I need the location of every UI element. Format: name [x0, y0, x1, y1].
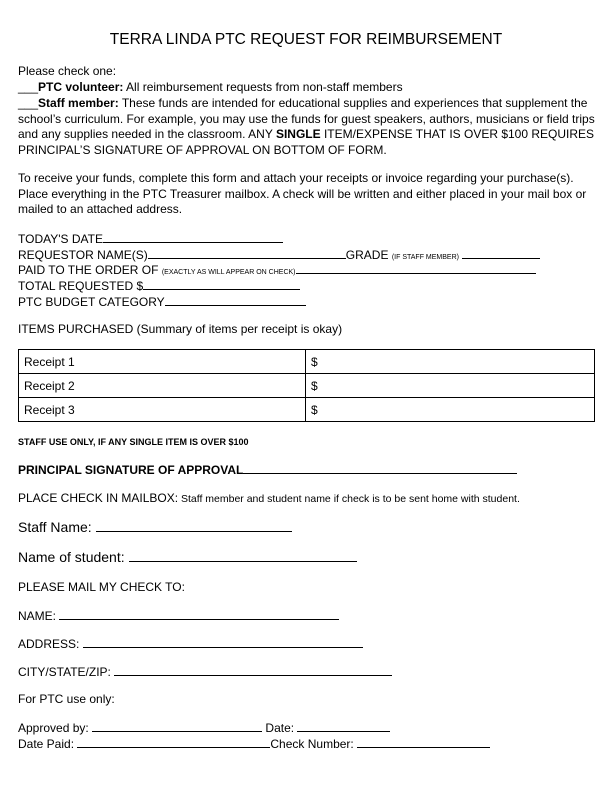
option-label: Staff member:	[38, 96, 119, 110]
grade-note: (IF STAFF MEMBER)	[391, 254, 459, 261]
staff-name-field[interactable]	[96, 519, 292, 532]
paid-to-label: PAID TO THE ORDER OF	[18, 263, 159, 277]
approved-date-label: Date:	[265, 721, 295, 735]
receipt-label: Receipt 2	[19, 374, 306, 398]
mail-name-label: NAME:	[18, 609, 57, 623]
grade-label: GRADE	[345, 248, 389, 262]
receipt-label: Receipt 1	[19, 350, 306, 374]
check-number-field[interactable]	[357, 736, 490, 748]
mail-city-field[interactable]	[114, 664, 392, 676]
mail-address-field[interactable]	[83, 636, 363, 648]
approved-by-row	[18, 720, 390, 737]
place-check-label: PLACE CHECK IN MAILBOX:	[18, 491, 179, 505]
instructions-paragraph: To receive your funds, complete this form and attach your receipts or invoice regarding your purchase(s). Place everything in the PTC Treasurer mailbox. A check will be written and either placed in your mail box or mailed to an attached address.	[18, 171, 587, 217]
approved-by-label: Approved by:	[18, 721, 89, 735]
principal-signature-field[interactable]	[243, 462, 517, 474]
student-name-label: Name of student:	[18, 549, 125, 565]
total-requested-field[interactable]	[143, 278, 300, 290]
budget-category-label: PTC BUDGET CATEGORY	[18, 295, 165, 309]
date-paid-field[interactable]	[77, 736, 270, 748]
approved-date-field[interactable]	[297, 720, 390, 732]
receipt-amount[interactable]: $	[306, 350, 595, 374]
ptc-use-heading: For PTC use only:	[18, 692, 115, 706]
budget-category-row	[18, 294, 306, 311]
staff-use-heading: STAFF USE ONLY, IF ANY SINGLE ITEM IS OVER $100	[18, 437, 249, 447]
table-row	[19, 374, 595, 398]
option-description: All reimbursement requests from non-staff members	[123, 80, 403, 94]
receipt-label: Receipt 3	[19, 398, 306, 422]
principal-signature-row	[18, 462, 517, 479]
receipt-amount[interactable]: $	[306, 398, 595, 422]
todays-date-row	[18, 231, 283, 248]
mail-city-row	[18, 664, 392, 681]
mail-address-label: ADDRESS:	[18, 637, 80, 651]
principal-signature-label: PRINCIPAL SIGNATURE OF APPROVAL	[18, 463, 244, 477]
student-name-row	[18, 549, 357, 565]
check-one-label: Please check one:	[18, 64, 117, 78]
check-number-label: Check Number:	[270, 737, 354, 751]
mail-name-row	[18, 608, 339, 625]
mail-check-heading: PLEASE MAIL MY CHECK TO:	[18, 580, 185, 594]
requestor-name-label: REQUESTOR NAME(S)	[18, 248, 148, 262]
grade-field[interactable]	[462, 247, 540, 259]
budget-category-field[interactable]	[165, 294, 306, 306]
mail-name-field[interactable]	[59, 608, 339, 620]
table-row	[19, 398, 595, 422]
todays-date-field[interactable]	[103, 231, 283, 243]
checkbox-blank-staff-member[interactable]: ___	[18, 96, 39, 110]
total-requested-row	[18, 278, 300, 295]
paid-to-field[interactable]	[296, 262, 536, 274]
student-name-field[interactable]	[129, 549, 357, 562]
table-row	[19, 350, 595, 374]
staff-name-row	[18, 519, 292, 535]
todays-date-label: TODAY'S DATE	[18, 232, 103, 246]
option-staff-member	[18, 96, 598, 158]
place-check-note: Staff member and student name if check is to be sent home with student.	[178, 493, 520, 505]
receipt-amount[interactable]: $	[306, 374, 595, 398]
date-paid-label: Date Paid:	[18, 737, 75, 751]
option-description-cont: ITEM/EXPENSE THAT IS OVER $100 REQUIRES PRINCIPAL’S SIGNATURE OF APPROVAL ON BOTTOM OF FORM.	[18, 127, 595, 157]
emphasis-single: SINGLE	[275, 127, 321, 142]
mail-address-row	[18, 636, 363, 653]
checkbox-blank-ptc-volunteer[interactable]: ___	[18, 80, 39, 94]
date-paid-row	[18, 736, 490, 753]
option-label: PTC volunteer:	[38, 80, 124, 94]
paid-to-note: (EXACTLY AS WILL APPEAR ON CHECK)	[161, 269, 296, 276]
approved-by-field[interactable]	[92, 720, 262, 732]
mail-city-label: CITY/STATE/ZIP:	[18, 665, 111, 679]
option-ptc-volunteer	[18, 80, 403, 96]
staff-name-label: Staff Name:	[18, 519, 92, 535]
option-description: These funds are intended for educational supplies and experiences that supplement the school’s curriculum. For example, you may use the funds for guest speakers, authors, musicians or field trips and any supplies needed in the classroom. ANY	[18, 96, 595, 142]
items-purchased-heading: ITEMS PURCHASED (Summary of items per receipt is okay)	[18, 322, 343, 336]
place-check-row	[18, 491, 520, 505]
requestor-name-field[interactable]	[148, 247, 346, 259]
receipts-table	[18, 349, 595, 422]
total-requested-label: TOTAL REQUESTED $	[18, 279, 144, 293]
page-title: TERRA LINDA PTC REQUEST FOR REIMBURSEMENT	[109, 31, 503, 48]
